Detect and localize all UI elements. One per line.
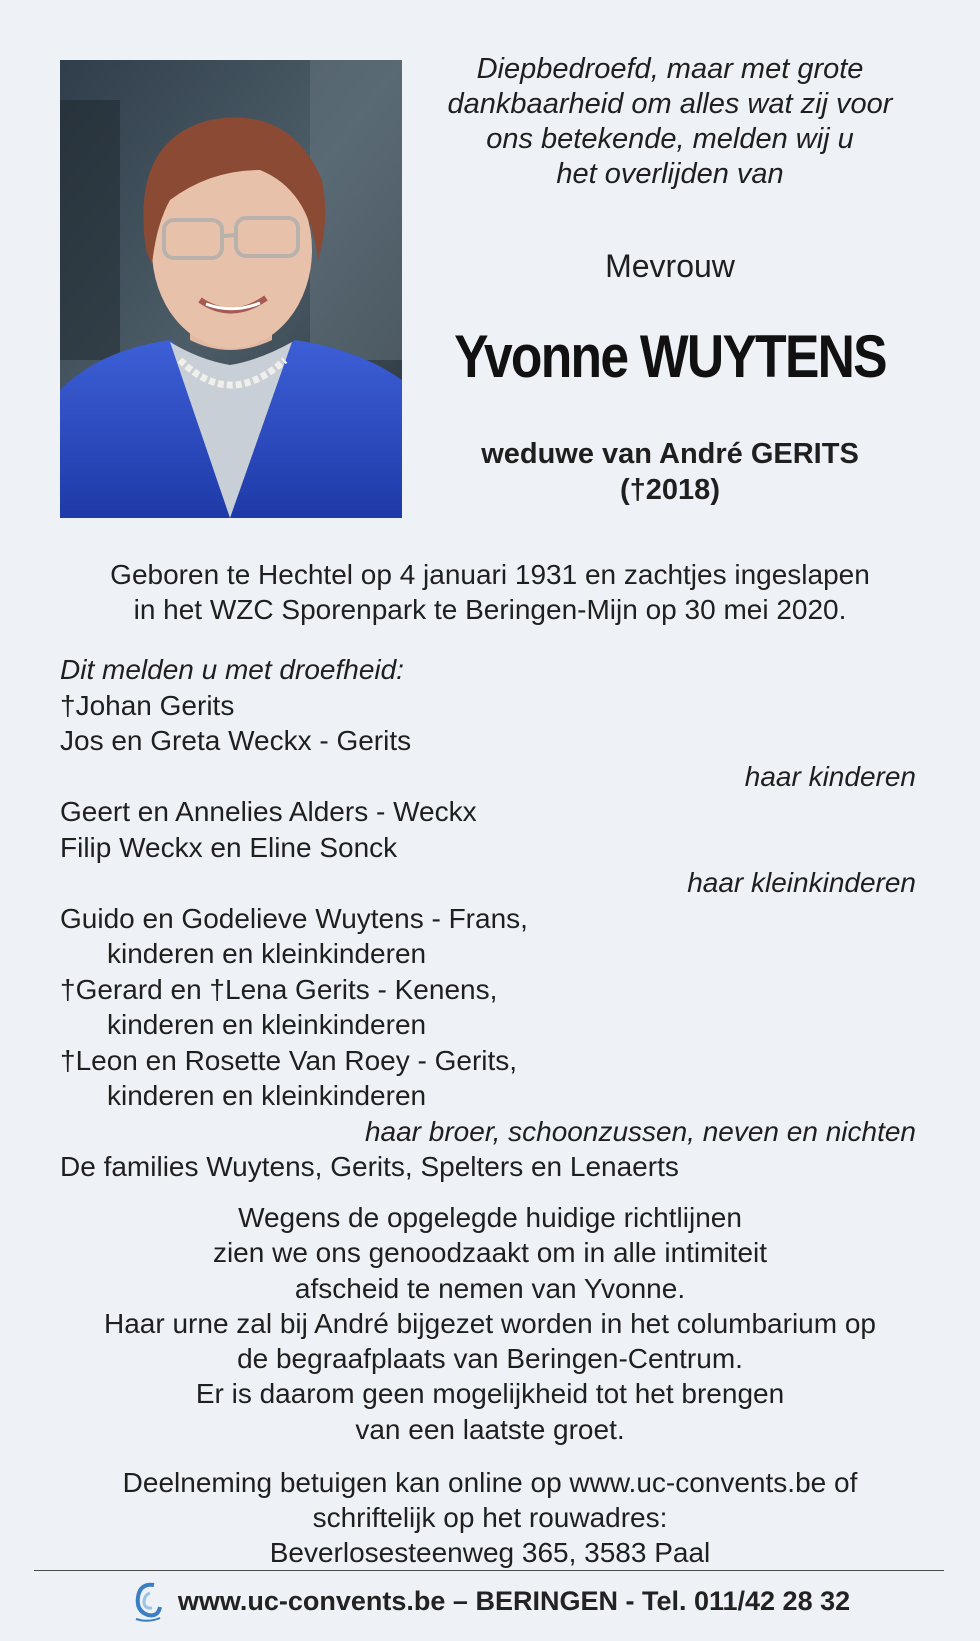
closing-line: Er is daarom geen mogelijkheid tot het brengen	[195, 1378, 785, 1410]
closing-line: afscheid te nemen van Yvonne.	[294, 1272, 686, 1304]
uc-convents-logo-icon	[130, 1579, 166, 1623]
birth-death-info	[40, 557, 940, 627]
intro-line: ons betekende, melden wij u	[486, 123, 854, 155]
deceased-name: Yvonne WUYTENS	[454, 323, 886, 390]
closing-line: zien we ons genoodzaakt om in alle intimiteit	[212, 1237, 768, 1269]
birth-line: Geboren te Hechtel op 4 januari 1931 en zachtjes ingeslapen	[110, 559, 870, 590]
condolence-line: schriftelijk op het rouwadres:	[312, 1502, 668, 1533]
family-intro: Dit melden u met droefheid:	[60, 654, 404, 685]
closing-text	[40, 1200, 940, 1447]
widow-year: (†2018)	[620, 474, 720, 506]
closing-line: van een laatste groet.	[355, 1413, 625, 1445]
closing-line: Wegens de opgelegde huidige richtlijnen	[238, 1202, 742, 1233]
family-list	[60, 652, 916, 1185]
family-member: Geert en Annelies Alders - Weckx	[60, 796, 477, 827]
condolence-info	[40, 1465, 940, 1570]
birth-line: in het WZC Sporenpark te Beringen-Mijn op 30 mei 2020.	[133, 594, 847, 625]
portrait-photo	[60, 60, 402, 518]
relation-label: haar broer, schoonzussen, neven en nichten	[364, 1115, 916, 1147]
family-member-sub: kinderen en kleinkinderen	[107, 1009, 427, 1040]
honorific: Mevrouw	[605, 248, 735, 284]
families-line: De families Wuytens, Gerits, Spelters en Lenaerts	[60, 1151, 679, 1182]
closing-line: Haar urne zal bij André bijgezet worden in het columbarium op	[104, 1307, 876, 1339]
intro-line: dankbaarheid om alles wat zij voor	[447, 88, 893, 120]
widow-line: weduwe van André GERITS	[481, 438, 859, 470]
family-member: †Gerard en †Lena Gerits - Kenens,	[60, 973, 498, 1005]
footer-contact: www.uc-convents.be – BERINGEN - Tel. 011/42 28 32	[177, 1585, 851, 1616]
family-member: †Johan Gerits	[60, 689, 235, 721]
family-member: Guido en Godelieve Wuytens - Frans,	[60, 902, 528, 934]
family-member: Jos en Greta Weckx - Gerits	[60, 725, 412, 756]
condolence-address: Beverlosesteenweg 365, 3583 Paal	[269, 1537, 711, 1568]
intro-text	[410, 52, 930, 192]
footer-divider	[34, 1570, 944, 1571]
family-member-sub: kinderen en kleinkinderen	[107, 1080, 427, 1111]
footer	[0, 1578, 980, 1624]
widow-info	[410, 436, 930, 508]
family-member: Filip Weckx en Eline Sonck	[60, 831, 398, 863]
relation-label: haar kleinkinderen	[687, 867, 916, 898]
intro-line: het overlijden van	[556, 158, 784, 190]
closing-line: de begraafplaats van Beringen-Centrum.	[237, 1343, 743, 1375]
family-member-sub: kinderen en kleinkinderen	[107, 938, 427, 969]
relation-label: haar kinderen	[744, 760, 916, 792]
condolence-line: Deelneming betuigen kan online op www.uc-convents.be of	[122, 1467, 858, 1498]
family-member: †Leon en Rosette Van Roey - Gerits,	[60, 1044, 518, 1076]
intro-line: Diepbedroefd, maar met grote	[476, 53, 864, 85]
